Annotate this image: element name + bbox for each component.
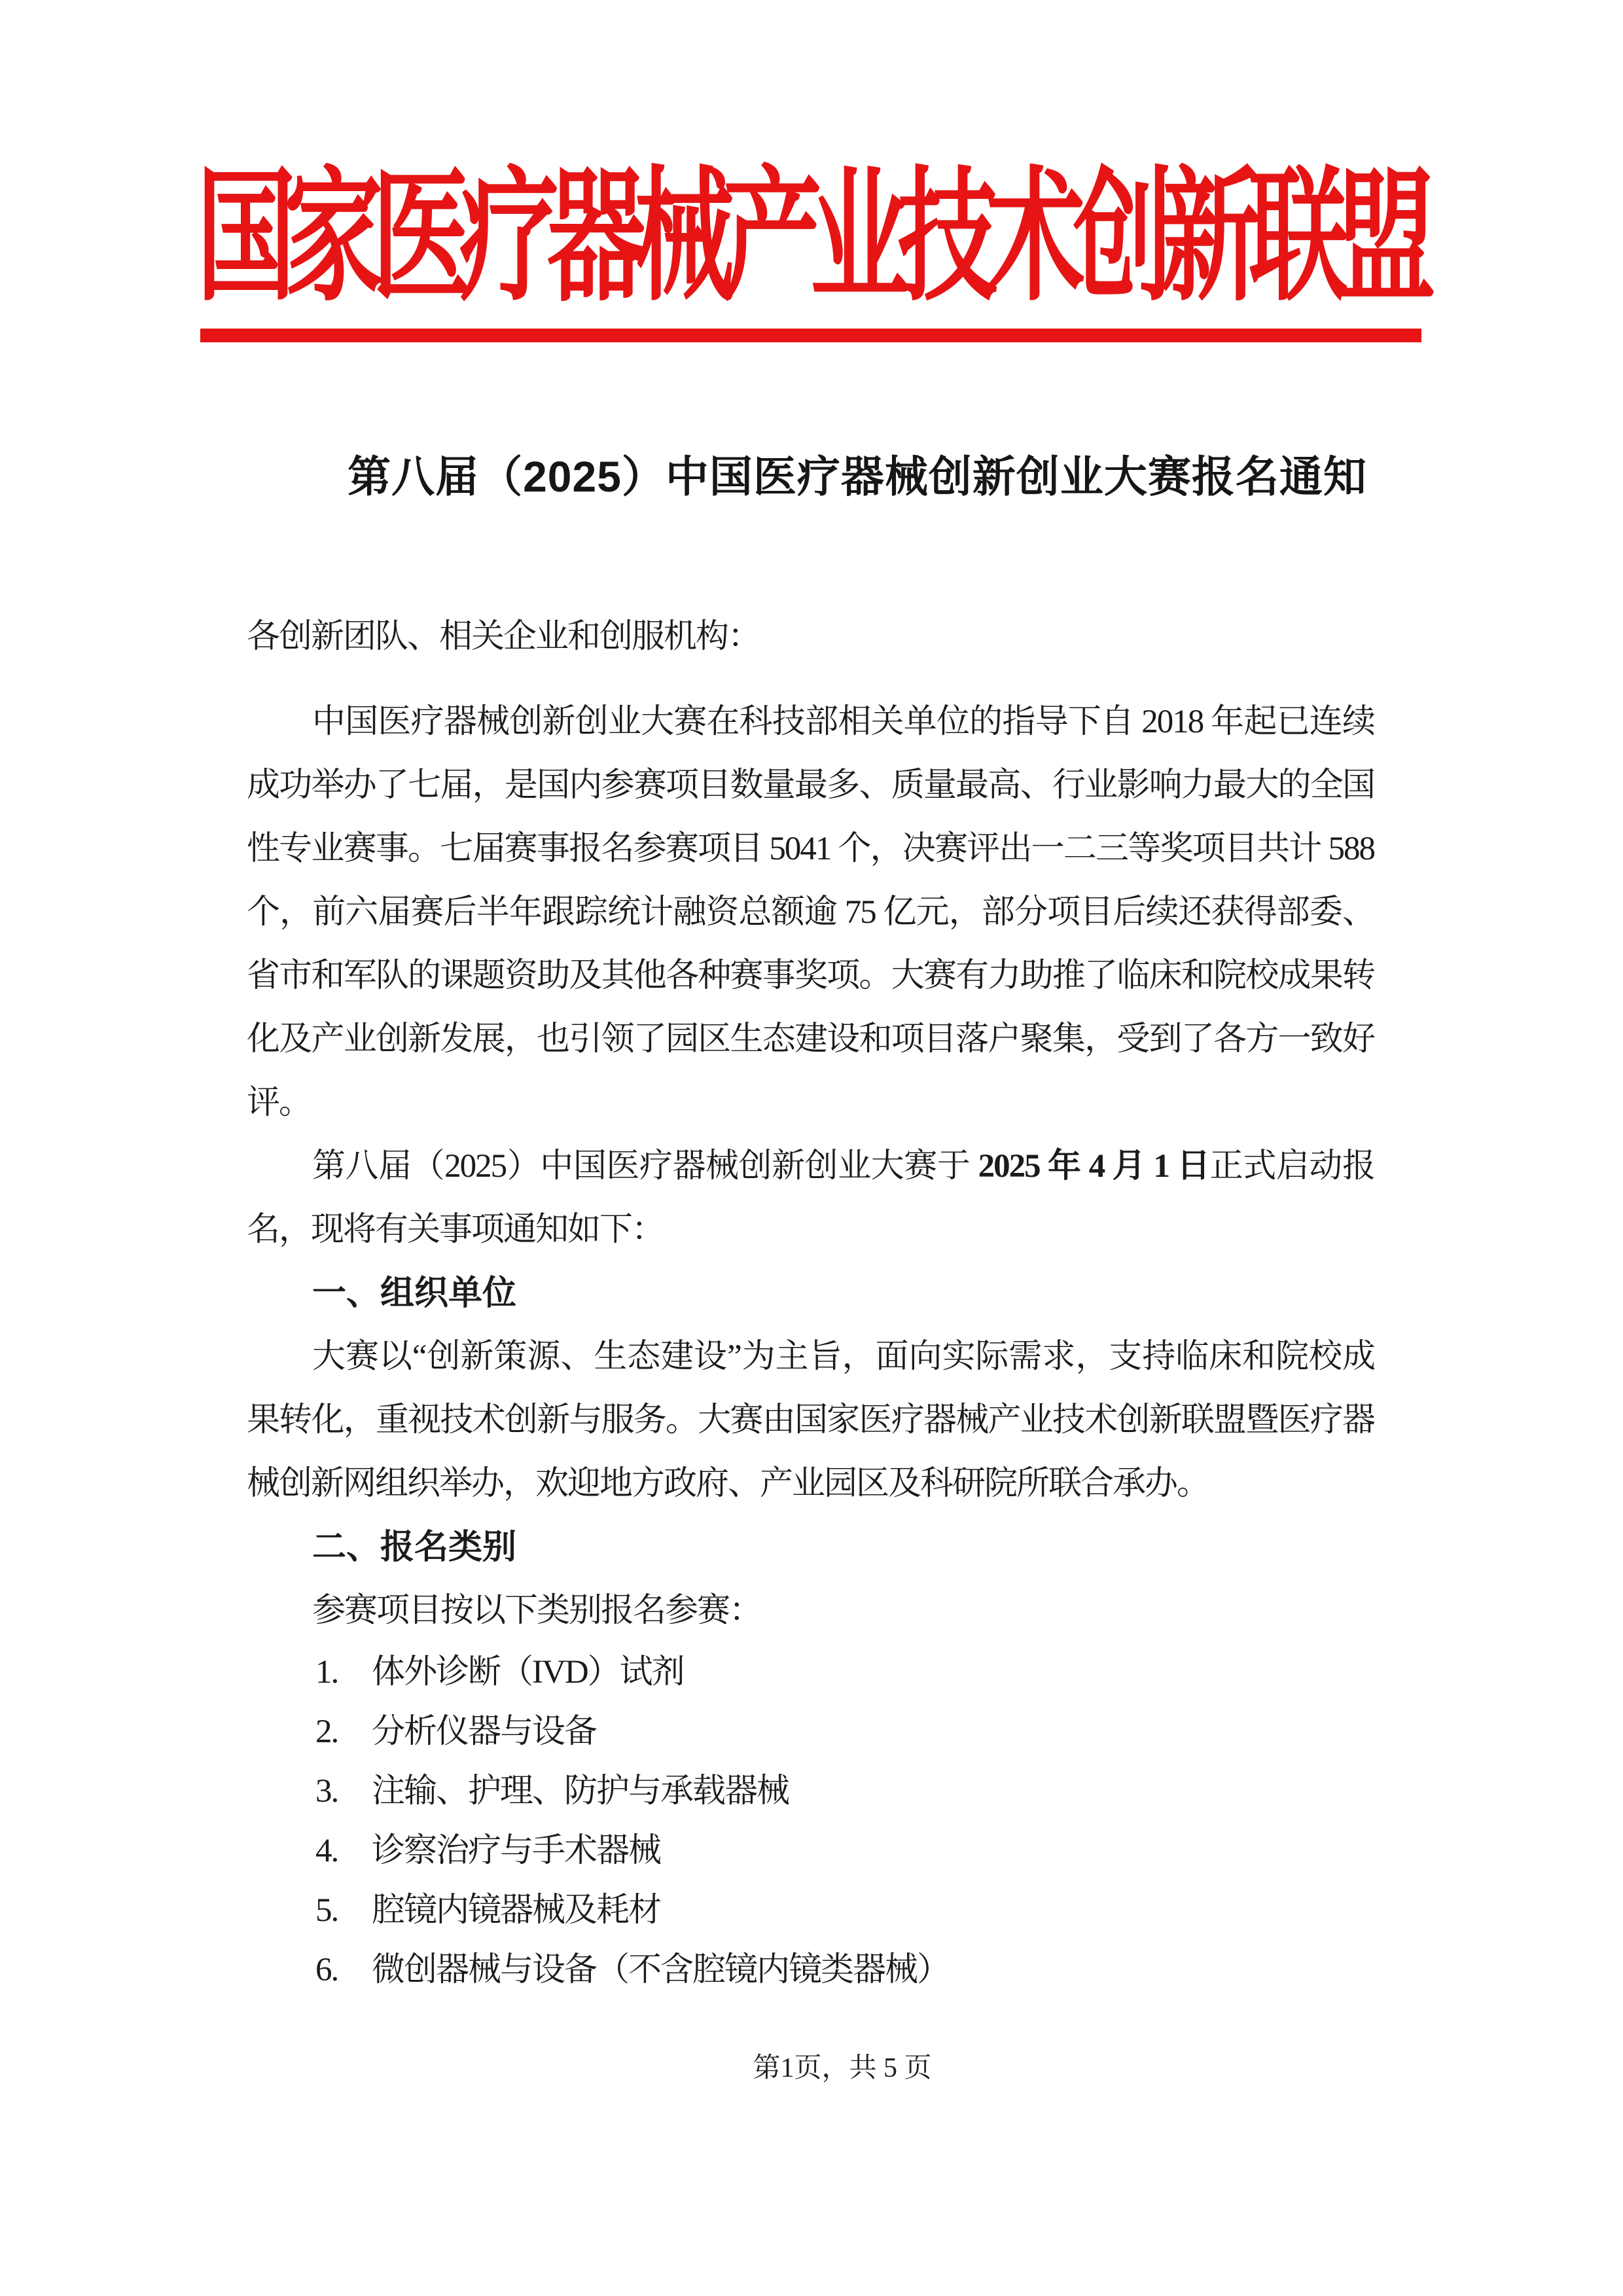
text-run: 中国医疗器械创新创业大赛在科技部相关单位的指导下自 2018 年起已连续 <box>312 704 1374 740</box>
text-run: 果转化，重视技术创新与服务。大赛由国家医疗器械产业技术创新联盟暨医疗器 <box>247 1402 1374 1439</box>
text-run: 评。 <box>247 1085 312 1121</box>
text-run: 械创新网组织举办，欢迎地方政府、产业园区及科研院所联合承办。 <box>247 1465 1209 1502</box>
text-run: 一、组织单位 <box>312 1274 517 1312</box>
text-run: 参赛项目按以下类别报名参赛： <box>312 1592 762 1629</box>
paragraph-line <box>247 817 1374 881</box>
paragraph-line <box>247 1325 1374 1389</box>
list-item <box>247 1821 1374 1881</box>
list-item <box>247 1762 1374 1821</box>
text-run: 个，前六届赛后半年跟踪统计融资总额逾 75 亿元，部分项目后续还获得部委、 <box>247 894 1374 931</box>
letterhead-underline <box>200 329 1421 342</box>
paragraph-line <box>247 1071 1374 1135</box>
list-item-number: 1. <box>315 1654 338 1691</box>
document-title: 第八届（2025）中国医疗器械创新创业大赛报名通知 <box>348 452 1367 501</box>
text-run: 正式启动报 <box>1209 1148 1374 1185</box>
text-run: 性专业赛事。七届赛事报名参赛项目 5041 个，决赛评出一二三等奖项目共计 588 <box>247 831 1374 867</box>
text-run: 第八届（2025）中国医疗器械创新创业大赛于 <box>312 1148 978 1185</box>
text-run: 腔镜内镜器械及耗材 <box>372 1892 661 1929</box>
list-item-number: 3. <box>315 1773 338 1810</box>
text-run: 名，现将有关事项通知如下： <box>247 1211 664 1248</box>
paragraph-line <box>247 1135 1374 1198</box>
section-heading <box>247 1262 1374 1325</box>
list-item <box>247 1941 1374 2000</box>
list-item <box>247 1702 1374 1762</box>
salutation-line <box>247 605 1374 669</box>
text-run: 化及产业创新发展，也引领了园区生态建设和项目落户聚集，受到了各方一致好 <box>247 1021 1374 1058</box>
text-run: 注输、护理、防护与承载器械 <box>372 1773 789 1810</box>
paragraph-line <box>247 1198 1374 1262</box>
paragraph-line <box>247 1389 1374 1452</box>
text-run: 大赛以“创新策源、生态建设”为主旨，面向实际需求，支持临床和院校成 <box>312 1338 1374 1375</box>
text-run: 二、报名类别 <box>312 1528 517 1566</box>
section-heading <box>247 1516 1374 1579</box>
paragraph-line <box>247 1452 1374 1516</box>
paragraph-line <box>247 1008 1374 1071</box>
text-run: 体外诊断（IVD）试剂 <box>372 1654 684 1691</box>
bold-text-run: 2025 年 4 月 1 日 <box>978 1148 1210 1185</box>
list-item <box>247 1643 1374 1702</box>
paragraph-line <box>247 881 1374 944</box>
list-item-number: 2. <box>315 1713 338 1750</box>
letterhead-title: 国家医疗器械产业技术创新联盟 <box>196 158 1424 318</box>
list-item-number: 6. <box>315 1952 338 1988</box>
text-run: 分析仪器与设备 <box>372 1713 597 1750</box>
text-run: 诊察治疗与手术器械 <box>372 1833 661 1869</box>
paragraph-line <box>247 754 1374 817</box>
page-number-footer: 第1页，共 5 页 <box>753 2053 932 2083</box>
list-item <box>247 1881 1374 1941</box>
text-run: 各创新团队、相关企业和创服机构： <box>247 619 760 655</box>
paragraph-line <box>247 944 1374 1008</box>
paragraph-line <box>247 691 1374 754</box>
list-item-number: 4. <box>315 1833 338 1869</box>
document-body <box>247 605 1374 2000</box>
text-run: 微创器械与设备（不含腔镜内镜类器械） <box>372 1952 950 1988</box>
text-run: 省市和军队的课题资助及其他各种赛事奖项。大赛有力助推了临床和院校成果转 <box>247 958 1374 994</box>
paragraph-line <box>247 1579 1374 1643</box>
list-item-number: 5. <box>315 1892 338 1929</box>
text-run: 成功举办了七届，是国内参赛项目数量最多、质量最高、行业影响力最大的全国 <box>247 767 1374 804</box>
